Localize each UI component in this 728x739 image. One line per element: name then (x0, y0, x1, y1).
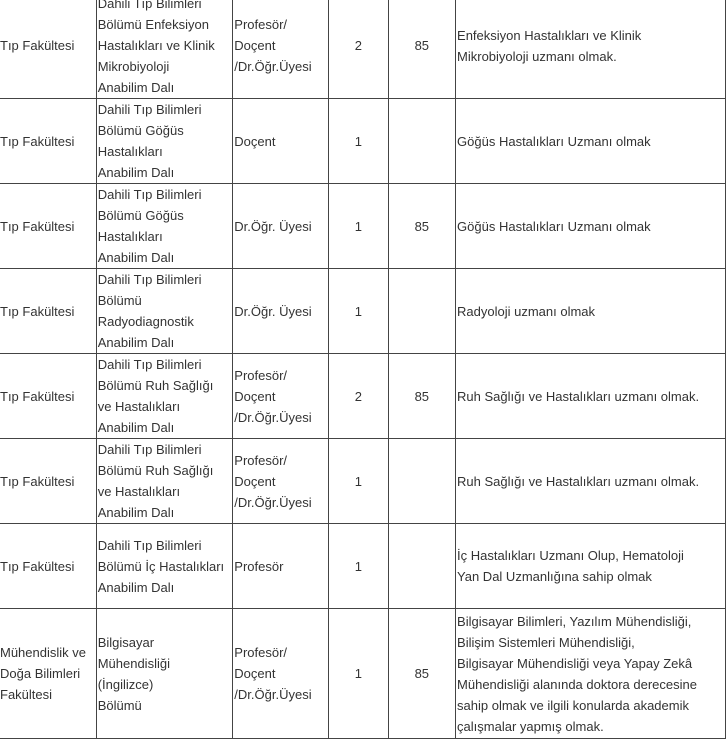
count-cell: 1 (329, 439, 388, 524)
requirement-cell: Göğüs Hastalıkları Uzmanı olmak (456, 184, 726, 269)
score-cell: 85 (388, 354, 455, 439)
title-cell: Dr.Öğr. Üyesi (233, 269, 329, 354)
faculty-cell: Mühendislik ve Doğa Bilimleri Fakültesi (0, 609, 96, 739)
count-cell: 2 (329, 0, 388, 99)
table-row (0, 609, 726, 739)
title-cell: Profesör/ Doçent /Dr.Öğr.Üyesi (233, 439, 329, 524)
requirement-cell: Ruh Sağlığı ve Hastalıkları uzmanı olmak. (456, 354, 726, 439)
faculty-cell: Tıp Fakültesi (0, 99, 96, 184)
department-cell: Dahili Tıp Bilimleri Bölümü İç Hastalıkları Anabilim Dalı (96, 524, 233, 609)
requirement-cell: Ruh Sağlığı ve Hastalıkları uzmanı olmak. (456, 439, 726, 524)
title-cell: Profesör/ Doçent /Dr.Öğr.Üyesi (233, 609, 329, 739)
faculty-cell: Tıp Fakültesi (0, 0, 96, 99)
score-cell (388, 439, 455, 524)
requirement-cell: Göğüs Hastalıkları Uzmanı olmak (456, 99, 726, 184)
count-cell: 1 (329, 609, 388, 739)
title-cell: Dr.Öğr. Üyesi (233, 184, 329, 269)
table-row (0, 269, 726, 354)
score-cell: 85 (388, 609, 455, 739)
title-cell: Profesör (233, 524, 329, 609)
count-cell: 2 (329, 354, 388, 439)
faculty-cell: Tıp Fakültesi (0, 354, 96, 439)
faculty-cell: Tıp Fakültesi (0, 439, 96, 524)
department-cell: Dahili Tıp Bilimleri Bölümü Göğüs Hastalıkları Anabilim Dalı (96, 99, 233, 184)
score-cell (388, 99, 455, 184)
faculty-cell: Tıp Fakültesi (0, 184, 96, 269)
count-cell: 1 (329, 524, 388, 609)
score-cell (388, 524, 455, 609)
department-cell: Dahili Tıp Bilimleri Bölümü Enfeksiyon Hastalıkları ve Klinik Mikrobiyoloji Anabilim Dalı (96, 0, 233, 99)
requirement-cell: Radyoloji uzmanı olmak (456, 269, 726, 354)
title-cell: Profesör/ Doçent /Dr.Öğr.Üyesi (233, 354, 329, 439)
department-cell: Dahili Tıp Bilimleri Bölümü Ruh Sağlığı ve Hastalıkları Anabilim Dalı (96, 354, 233, 439)
score-cell: 85 (388, 0, 455, 99)
title-cell: Profesör/ Doçent /Dr.Öğr.Üyesi (233, 0, 329, 99)
count-cell: 1 (329, 184, 388, 269)
title-cell: Doçent (233, 99, 329, 184)
table-row (0, 0, 726, 99)
department-cell: Dahili Tıp Bilimleri Bölümü Ruh Sağlığı ve Hastalıkları Anabilim Dalı (96, 439, 233, 524)
faculty-cell: Tıp Fakültesi (0, 269, 96, 354)
department-cell: Dahili Tıp Bilimleri Bölümü Radyodiagnostik Anabilim Dalı (96, 269, 233, 354)
requirement-cell: Enfeksiyon Hastalıkları ve Klinik Mikrobiyoloji uzmanı olmak. (456, 0, 726, 99)
table-row (0, 184, 726, 269)
faculty-cell: Tıp Fakültesi (0, 524, 96, 609)
department-cell: Dahili Tıp Bilimleri Bölümü Göğüs Hastalıkları Anabilim Dalı (96, 184, 233, 269)
table-row (0, 99, 726, 184)
table-row (0, 439, 726, 524)
score-cell: 85 (388, 184, 455, 269)
requirement-cell: İç Hastalıkları Uzmanı Olup, Hematoloji Yan Dal Uzmanlığına sahip olmak (456, 524, 726, 609)
score-cell (388, 269, 455, 354)
count-cell: 1 (329, 269, 388, 354)
department-cell: Bilgisayar Mühendisliği (İngilizce) Bölümü (96, 609, 233, 739)
table-row (0, 524, 726, 609)
count-cell: 1 (329, 99, 388, 184)
table-row (0, 354, 726, 439)
requirement-cell: Bilgisayar Bilimleri, Yazılım Mühendisliği, Bilişim Sistemleri Mühendisliği, Bilgisayar Mühendisliği veya Yapay Zekâ Mühendisliği alanında doktora derecesine sahip olmak ve ilgili konularda akademik çalışmalar yapmış olmak. (456, 609, 726, 739)
